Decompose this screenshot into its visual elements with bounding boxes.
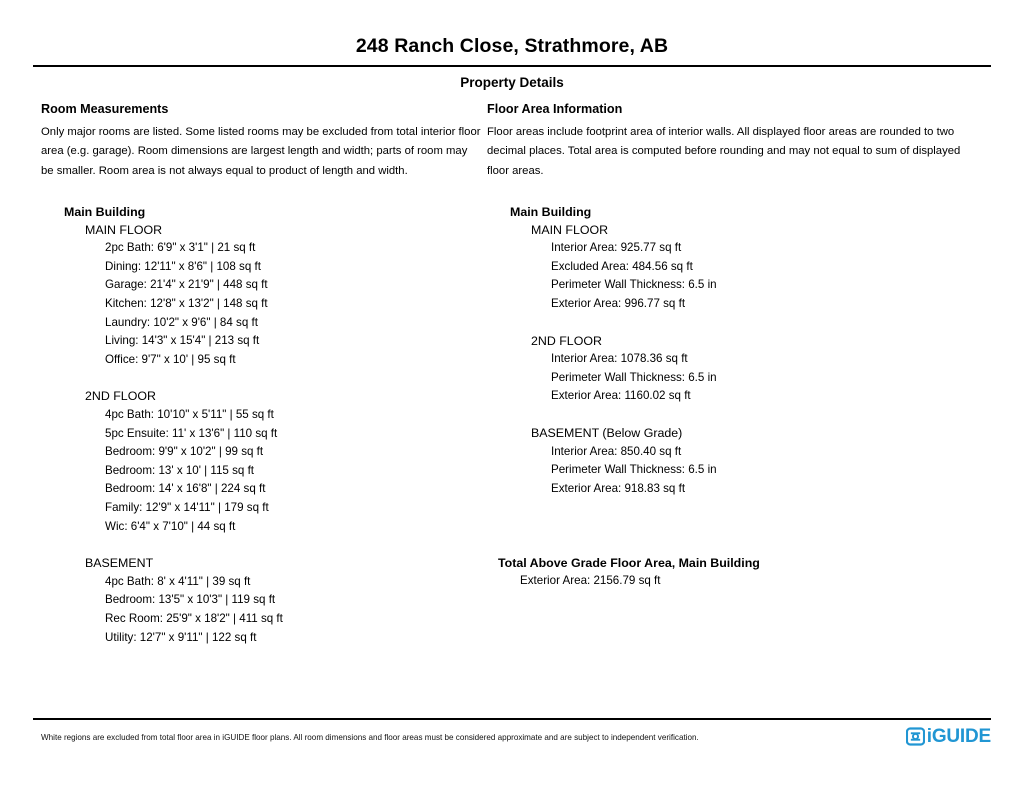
area-group-main xyxy=(487,221,967,314)
room-item: Rec Room: 25'9" x 18'2" | 411 sq ft xyxy=(105,611,283,625)
page-title: 248 Ranch Close, Strathmore, AB xyxy=(355,35,669,57)
area-item: Exterior Area: 1160.02 sq ft xyxy=(551,389,691,403)
room-item: Living: 14'3" x 15'4" | 213 sq ft xyxy=(105,334,260,348)
page-subtitle: Property Details xyxy=(460,75,564,91)
spacer xyxy=(487,498,967,554)
floor-area-heading: Floor Area Information xyxy=(487,102,623,116)
area-item: Excluded Area: 484.56 sq ft xyxy=(551,259,693,273)
room-item: Garage: 21'4" x 21'9" | 448 sq ft xyxy=(105,278,268,292)
room-item: 4pc Bath: 8' x 4'11" | 39 sq ft xyxy=(105,574,251,588)
room-item: Utility: 12'7" x 9'11" | 122 sq ft xyxy=(105,630,257,644)
area-group-basement xyxy=(487,424,967,498)
area-item: Exterior Area: 918.83 sq ft xyxy=(551,481,686,495)
room-item: Bedroom: 14' x 16'8" | 224 sq ft xyxy=(105,482,266,496)
floor-area-column xyxy=(2,102,961,647)
room-item: Kitchen: 12'8" x 13'2" | 148 sq ft xyxy=(105,297,268,310)
area-group-second xyxy=(487,332,967,406)
area-floor-name-main: MAIN FLOOR xyxy=(531,222,609,237)
area-floor-name-second: 2ND FLOOR xyxy=(531,333,602,348)
room-item: Office: 9'7" x 10' | 95 sq ft xyxy=(105,352,236,366)
room-item: Dining: 12'11" x 8'6" | 108 sq ft xyxy=(105,259,261,273)
spacer xyxy=(487,314,967,332)
area-item: Perimeter Wall Thickness: 6.5 in xyxy=(551,278,717,292)
spacer xyxy=(487,406,967,424)
iguide-logo xyxy=(906,727,991,746)
total-above-grade-value: Exterior Area: 2156.79 sq ft xyxy=(520,574,661,588)
floor-name-basement: BASEMENT xyxy=(85,556,154,571)
area-item: Interior Area: 850.40 sq ft xyxy=(551,444,682,458)
floor-name-main: MAIN FLOOR xyxy=(85,222,163,237)
room-item: Laundry: 10'2" x 9'6" | 84 sq ft xyxy=(105,315,258,329)
room-item: Bedroom: 13'5" x 10'3" | 119 sq ft xyxy=(105,593,276,607)
area-item: Perimeter Wall Thickness: 6.5 in xyxy=(551,370,717,384)
room-measurements-heading: Room Measurements xyxy=(41,102,169,116)
content-columns xyxy=(0,103,1024,647)
building-label-right: Main Building xyxy=(510,204,592,219)
room-measurements-blurb: Only major rooms are listed. Some listed rooms may be excluded from total interior floor area (e.g. garage). Room dimensions are largest length and width; parts of room may be smaller. Room area is not always equal to product of length and width. xyxy=(41,125,481,178)
room-item: 5pc Ensuite: 11' x 13'6" | 110 sq ft xyxy=(105,426,278,440)
room-item: 2pc Bath: 6'9" x 3'1" | 21 sq ft xyxy=(105,241,256,255)
iguide-wordmark: iGUIDE xyxy=(926,726,991,747)
area-item: Exterior Area: 996.77 sq ft xyxy=(551,297,686,310)
room-item: Bedroom: 9'9" x 10'2" | 99 sq ft xyxy=(105,445,264,459)
room-item: 4pc Bath: 10'10" x 5'11" | 55 sq ft xyxy=(105,407,274,421)
camera-icon xyxy=(906,727,925,746)
floor-area-tree xyxy=(487,203,967,591)
total-above-grade-heading: Total Above Grade Floor Area, Main Building xyxy=(498,556,760,571)
footer-disclaimer: White regions are excluded from total floor area in iGUIDE floor plans. All room dimensions and floor areas must be considered approximate and are subject to independent verification. xyxy=(41,733,699,742)
building-label-left: Main Building xyxy=(64,204,146,219)
room-item: Bedroom: 13' x 10' | 115 sq ft xyxy=(105,463,255,477)
footer-divider xyxy=(33,718,991,720)
room-item: Wic: 6'4" x 7'10" | 44 sq ft xyxy=(105,519,236,533)
room-item: Family: 12'9" x 14'11" | 179 sq ft xyxy=(105,500,269,514)
area-floor-name-basement: BASEMENT (Below Grade) xyxy=(531,425,683,440)
floor-area-blurb: Floor areas include footprint area of interior walls. All displayed floor areas are rounded to two decimal places. Total area is computed before rounding and may not equal to sum of displayed floor areas. xyxy=(487,125,961,178)
area-item: Interior Area: 1078.36 sq ft xyxy=(551,352,688,366)
floor-name-second: 2ND FLOOR xyxy=(85,389,156,404)
area-item: Perimeter Wall Thickness: 6.5 in xyxy=(551,463,717,477)
area-item: Interior Area: 925.77 sq ft xyxy=(551,241,682,255)
